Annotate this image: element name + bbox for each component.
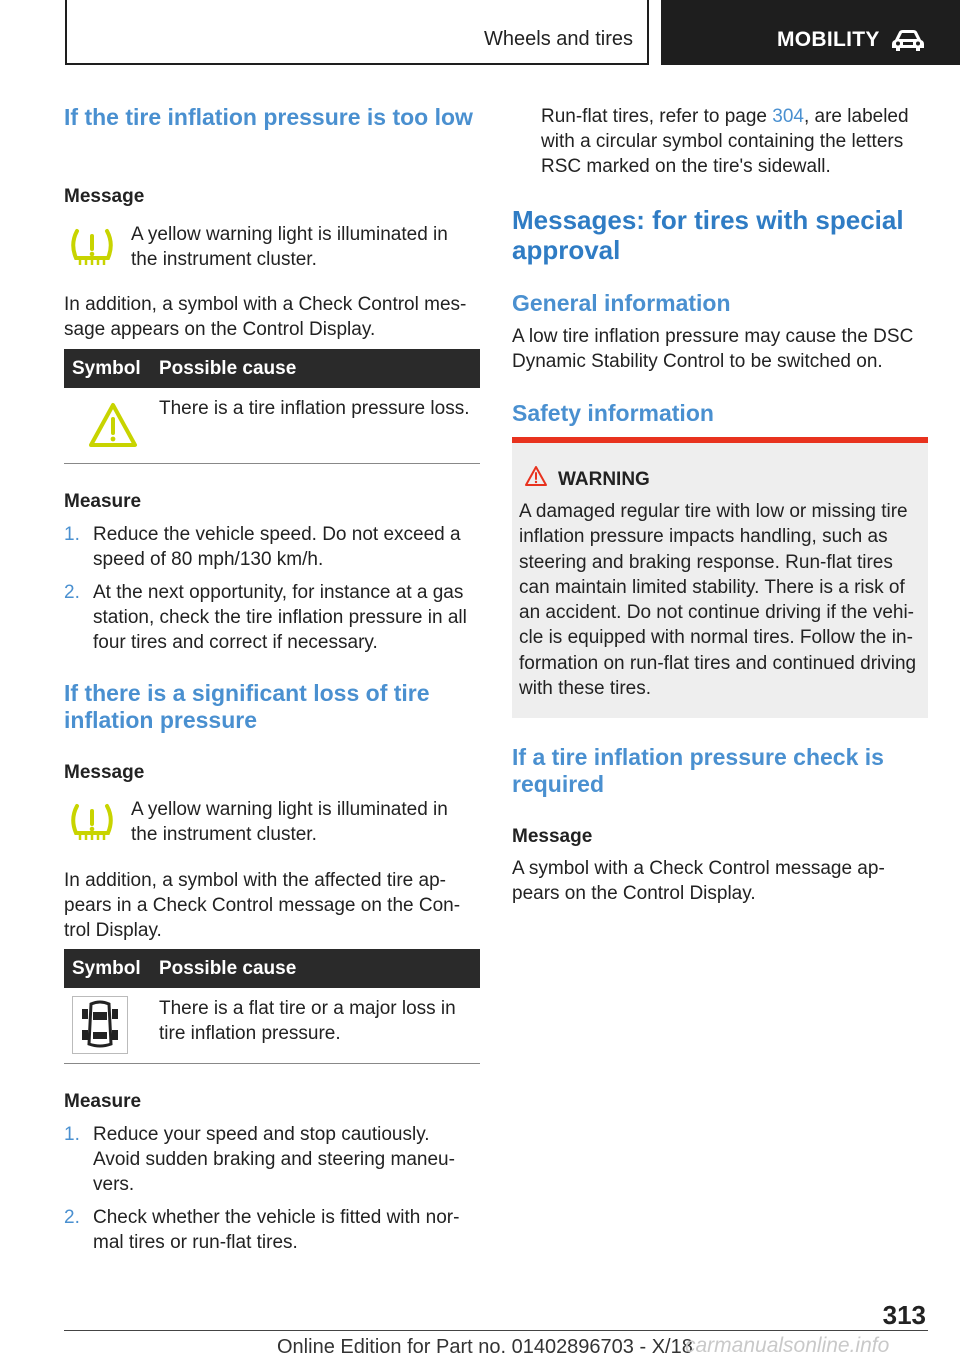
message-label: Message (64, 186, 145, 207)
table-row (64, 988, 480, 1064)
possible-cause-text: There is a flat tire or a major loss in tire inflation pressure. (159, 998, 456, 1044)
table-header (64, 349, 480, 388)
message-warning-row (64, 797, 480, 857)
warning-text: A damaged regular tire with low or missing tire inflation pressure impacts handling, such as steering and braking response. Run-flat tires can maintain limited stability. There is a risk of an accident. Do not continue driving if the vehi-cle is equipped with normal tires. Follow the in-formation on run-flat tires and continued driving with these tires. (519, 501, 917, 700)
message-warning-text: A yellow warning light is illuminated in the instrument cluster. (131, 799, 448, 845)
heading-safety-information: Safety information (512, 400, 714, 426)
measure-label: Measure (64, 491, 142, 512)
col-symbol: Symbol (72, 958, 141, 979)
warning-triangle-icon (88, 402, 138, 448)
page-number: 313 (882, 1300, 926, 1330)
symbol-table-1 (64, 349, 480, 464)
header-section-box (65, 0, 649, 65)
col-possible-cause: Possible cause (159, 958, 297, 979)
watermark: carmanualsonline.info (685, 1334, 890, 1357)
footer-edition: Online Edition for Part no. 01402896703 - X/18 (277, 1336, 693, 1358)
col-symbol: Symbol (72, 358, 141, 379)
warning-box (512, 443, 928, 718)
tire-pressure-warning-icon (68, 228, 116, 268)
message-addition-text: In addition, a symbol with the affected tire ap-pears in a Check Control message on the Con-trol Display. (64, 870, 461, 941)
message-label: Message (64, 762, 145, 783)
table-header (64, 949, 480, 988)
table-row (64, 388, 480, 464)
general-information-text: A low tire inflation pressure may cause the DSC Dynamic Stability Control to be switched on. (512, 326, 914, 372)
heading-special-approval: Messages: for tires with special approval (512, 205, 904, 265)
possible-cause-text: There is a tire inflation pressure loss. (159, 398, 470, 419)
footer-divider (64, 1330, 928, 1331)
header-section-title: Wheels and tires (484, 28, 633, 50)
header-chapter-title: MOBILITY (777, 28, 880, 51)
tire-pressure-warning-icon (68, 803, 116, 843)
heading-significant-loss: If there is a significant loss of tire inflation pressure (64, 680, 430, 733)
heading-general-information: General information (512, 290, 731, 316)
message-warning-text: A yellow warning light is illuminated in the instrument cluster. (131, 224, 448, 270)
measure-label: Measure (64, 1091, 142, 1112)
message-addition-text: In addition, a symbol with a Check Control mes-sage appears on the Control Display. (64, 294, 467, 340)
heading-pressure-check-required: If a tire inflation pressure check is required (512, 744, 884, 797)
page-link-304[interactable]: 304 (772, 106, 804, 127)
message-warning-row (64, 222, 480, 282)
header-chapter-box (661, 0, 960, 65)
runflat-note: Run-flat tires, refer to page 304, are labeled with a circular symbol containing the letters RSC marked on the tire's sidewall. (541, 106, 909, 177)
car-icon (891, 27, 925, 53)
message-label: Message (512, 826, 593, 847)
col-possible-cause: Possible cause (159, 358, 297, 379)
symbol-table-2 (64, 949, 480, 1064)
warning-triangle-icon (524, 465, 548, 487)
heading-pressure-too-low: If the tire inflation pressure is too low (64, 104, 473, 130)
flat-tire-vehicle-icon (72, 996, 128, 1054)
message-text: A symbol with a Check Control message ap-pears on the Control Display. (512, 858, 885, 904)
warning-title: WARNING (558, 469, 650, 490)
